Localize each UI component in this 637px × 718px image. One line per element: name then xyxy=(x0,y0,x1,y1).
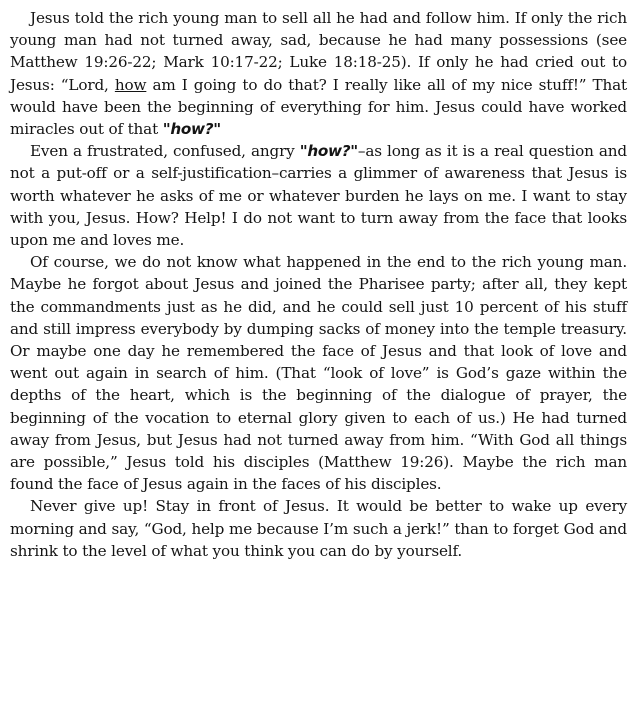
paragraph-3-text: Of course, we do not know what happened in the end to the rich young man. Maybe he forgot about Jesus and joined the Pharisee party; after all, they kept the commandments just as he did, and he could sell just 10 percent of his stuff and still impress everybody by dumping sacks of money into the temple treasury. Or maybe one day he remembered the face of Jesus and that look of love and went out again in search of him. (That “look of love” is God’s gaze within the depths of the heart, which is the beginning of the dialogue of prayer, the beginning of the vocation to eternal glory given to each of us.) He had turned away from Jesus, but Jesus had not turned away from him. “With God all things are possible,” Jesus told his disciples (Matthew 19:26). Maybe the rich man found the face of Jesus again in the faces of his disciples. xyxy=(10,253,627,494)
paragraph-2-text-2: –as long as it is a real question and not a put-off or a self-justification–carries a glimmer of awareness that Jesus is worth whatever he asks of me or whatever burden he lays on me. I want to stay with you, Jesus. How? Help! I do not want to turn away from the face that looks upon me and loves me. xyxy=(10,142,627,250)
paragraph-1-text-1: Jesus told the rich young man to sell all he had and follow him. If only the rich young man had not turned away, sad, because he had many possessions (see Matthew 19:26-22; Mark 10:17-22; Luke 18:18-25). If only he had cried out to Jesus: “Lord, xyxy=(10,9,627,94)
paragraph-3 xyxy=(10,251,627,495)
paragraph-4-text: Never give up! Stay in front of Jesus. It would be better to wake up every morning and say, “God, help me because I’m such a jerk!” than to forget God and shrink to the level of what you think you can do by yourself. xyxy=(10,497,627,560)
paragraph-2-text-1: Even a frustrated, confused, angry xyxy=(30,142,300,161)
emphasis-how: "how?" xyxy=(162,120,221,139)
paragraph-4 xyxy=(10,495,627,562)
underlined-word-how: how xyxy=(114,75,147,94)
paragraph-2 xyxy=(10,140,627,251)
emphasis-how: "how?" xyxy=(299,142,358,161)
paragraph-1 xyxy=(10,7,627,140)
paragraph-1-text-2: am I going to do that? I really like all of my nice stuff!” That would have been the beginning of everything for him. Jesus could have worked miracles out of that xyxy=(10,75,628,139)
